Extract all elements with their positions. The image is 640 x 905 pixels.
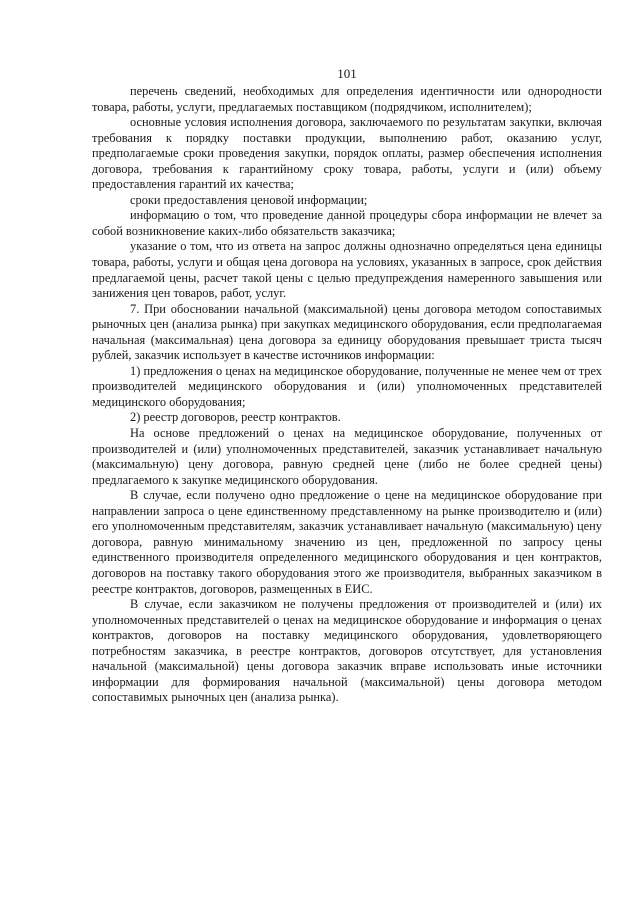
paragraph-clause-7: 7. При обосновании начальной (максимальной) цены договора методом сопоставимых рыночных цен (анализа рынка) при закупках медицинского оборудования, если предполагаемая начальная (максимальная) цена договора за единицу оборудования превышает триста тысяч рублей, заказчик использует в качестве источников информации: xyxy=(92,301,602,363)
paragraph-single-offer: В случае, если получено одно предложение о цене на медицинское оборудование при направлении запроса о цене единственному представленному на рынке производителю и (или) его уполномоченным представителям, заказчик устанавливает начальную (максимальную) цену договора, равную минимальному значению из цен, предложенной по запросу цены единственного производителя определенного медицинского оборудования и цен контрактов, договоров на поставку такого оборудования этого же производителя, выбранных заказчиком в реестре контрактов, договоров, размещенных в ЕИС. xyxy=(92,488,602,596)
paragraph-no-obligations: информацию о том, что проведение данной процедуры сбора информации не влечет за собой возникновение каких-либо обязательств заказчика; xyxy=(92,208,602,238)
document-page xyxy=(92,66,602,706)
paragraph-response-requirements: указание о том, что из ответа на запрос должны однозначно определяться цена единицы товара, работы, услуги и общая цена договора на условиях, указанных в запросе, срок действия предлагаемой цены, расчет такой цены с целью предупреждения намеренного завышения или занижения цен товаров, работ, услуг. xyxy=(92,239,602,301)
paragraph-contract-conditions: основные условия исполнения договора, заключаемого по результатам закупки, включая требования к порядку поставки продукции, выполнению работ, оказанию услуг, предполагаемые сроки проведения закупки, порядок оплаты, размер обеспечения исполнения договора, требования к гарантийному сроку товара, работы, услуги и (или) объему предоставления гарантий их качества; xyxy=(92,115,602,192)
paragraph-source-1: 1) предложения о ценах на медицинское оборудование, полученные не менее чем от трех производителей медицинского оборудования и (или) уполномоченных представителей медицинского оборудования; xyxy=(92,363,602,409)
paragraph-average-price: На основе предложений о ценах на медицинское оборудование, полученных от производителей и (или) уполномоченных представителей, заказчик устанавливает начальную (максимальную) цену договора, равную средней цене (либо не более средней цены) предлагаемого к закупке медицинского оборудования. xyxy=(92,426,602,487)
paragraph-no-offers: В случае, если заказчиком не получены предложения от производителей и (или) их уполномоченных представителей о ценах на медицинское оборудование и информация о ценах контрактов, договоров на поставку медицинского оборудования, удовлетворяющего потребностям заказчика, в реестре контрактов, договоров отсутствует, для установления начальной (максимальной) цены договора заказчик вправе использовать иные источники информации для формирования начальной (максимальной) цены договора методом сопоставимых рыночных цен (анализа рынка). xyxy=(92,597,602,705)
paragraph-source-2: 2) реестр договоров, реестр контрактов. xyxy=(130,410,341,425)
page-number: 101 xyxy=(337,66,357,81)
paragraph-identity-info: перечень сведений, необходимых для определения идентичности или однородности товара, работы, услуги, предлагаемых поставщиком (подрядчиком, исполнителем); xyxy=(92,84,602,114)
paragraph-price-info-deadline: сроки предоставления ценовой информации; xyxy=(130,192,368,207)
